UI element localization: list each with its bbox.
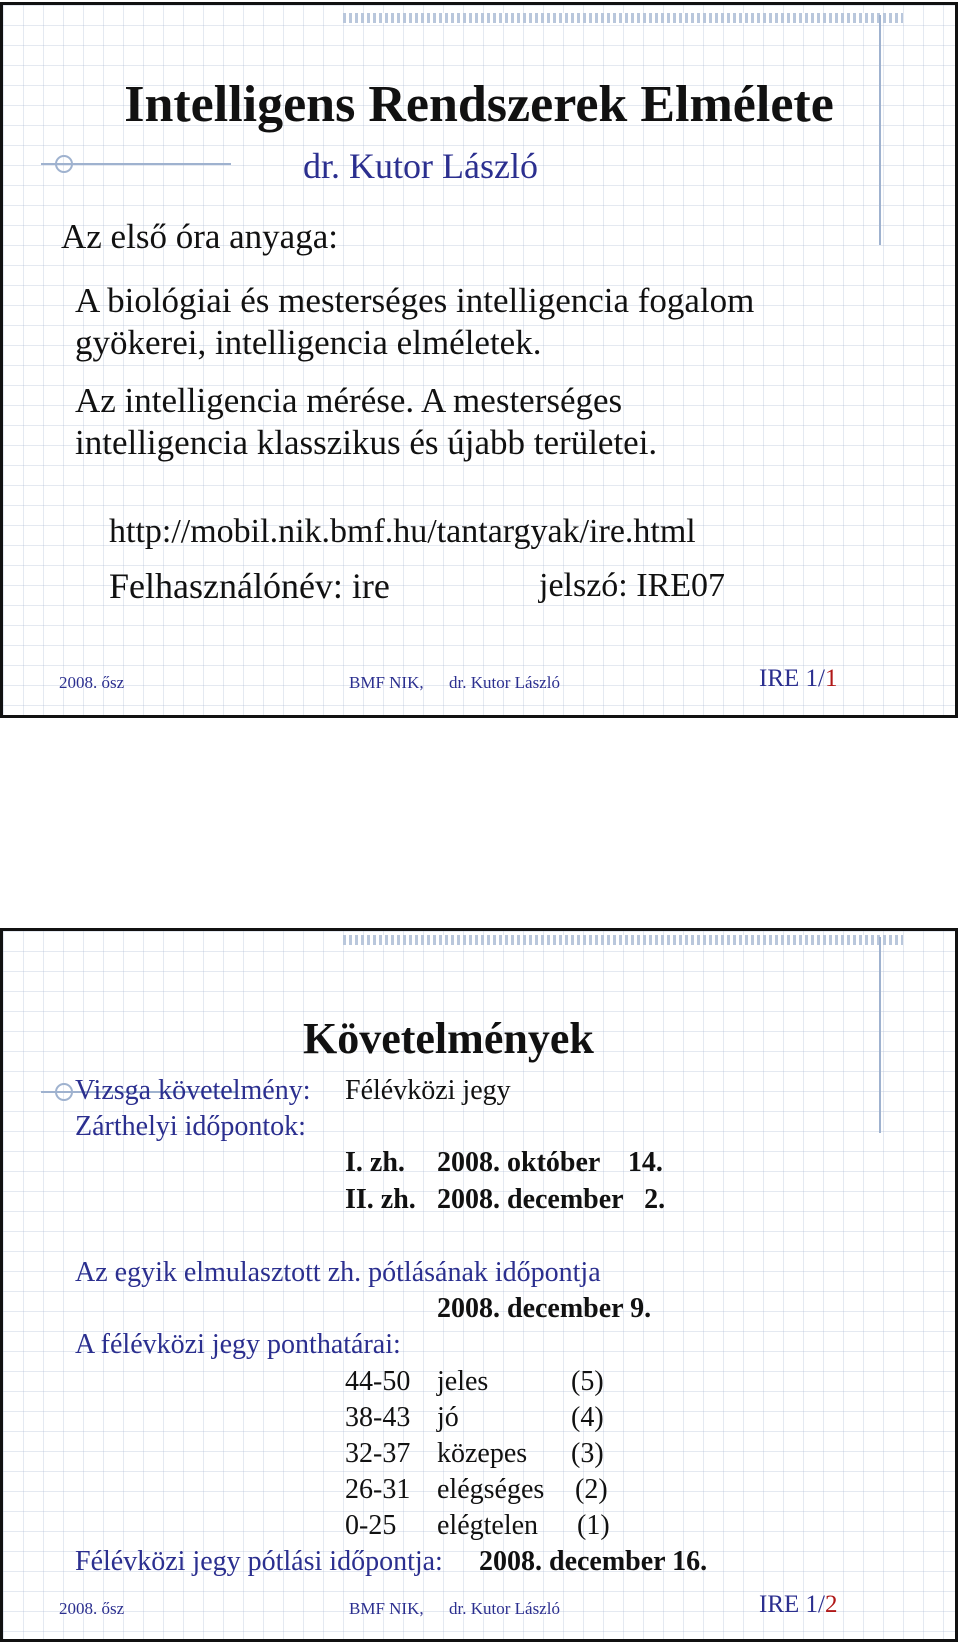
paragraph-2-line-2: intelligencia klasszikus és újabb területei.	[75, 423, 658, 462]
page-prefix: IRE 1/	[759, 665, 825, 692]
slide-title: Követelmények	[303, 1014, 594, 1063]
decor-band	[343, 13, 903, 23]
page-number	[759, 1591, 837, 1619]
password-label: jelszó: IRE07	[539, 567, 726, 604]
footer-org: BMF NIK,	[349, 673, 424, 692]
page-number	[759, 665, 837, 693]
retake-label: Félévközi jegy pótlási időpontja:	[75, 1546, 443, 1577]
grade-range: 32-37	[345, 1438, 411, 1469]
username-label: Felhasználónév: ire	[109, 566, 390, 606]
retake-date: 2008. december 16.	[479, 1546, 708, 1577]
grade-mark: (1)	[577, 1510, 610, 1541]
subheading: Az első óra anyaga:	[61, 217, 338, 256]
footer-date: 2008. ősz	[59, 673, 125, 692]
thresholds-label: A félévközi jegy ponthatárai:	[75, 1329, 401, 1360]
test-1-date: 2008. október 14.	[437, 1147, 663, 1178]
grade-name: jó	[437, 1402, 459, 1433]
makeup-label: Az egyik elmulasztott zh. pótlásának időpontja	[75, 1257, 601, 1288]
slide-2	[0, 928, 958, 1642]
grade-range: 26-31	[345, 1474, 411, 1505]
page-prefix: IRE 1/	[759, 1591, 825, 1618]
paragraph-1-line-2: gyökerei, intelligencia elméletek.	[75, 323, 542, 362]
test-1-name: I. zh.	[345, 1147, 405, 1178]
slide-title: Intelligens Rendszerek Elmélete	[124, 76, 834, 133]
decor-band	[343, 935, 903, 945]
author-name: dr. Kutor László	[303, 146, 538, 186]
page-num: 1	[824, 665, 838, 692]
grade-mark: (3)	[571, 1438, 604, 1469]
footer-org: BMF NIK,	[349, 1599, 424, 1618]
exam-value: Félévközi jegy	[345, 1075, 511, 1106]
tests-label: Zárthelyi időpontok:	[75, 1111, 306, 1142]
grade-mark: (5)	[571, 1366, 604, 1397]
grade-name: közepes	[437, 1438, 528, 1469]
footer-date: 2008. ősz	[59, 1599, 125, 1618]
grade-range: 38-43	[345, 1402, 411, 1433]
footer-author: dr. Kutor László	[449, 673, 560, 692]
footer-author: dr. Kutor László	[449, 1599, 560, 1618]
grade-range: 0-25	[345, 1510, 397, 1541]
makeup-date: 2008. december 9.	[437, 1293, 652, 1324]
decor-circle	[55, 1083, 73, 1101]
test-2-name: II. zh.	[345, 1184, 416, 1215]
grade-name: jeles	[437, 1366, 489, 1397]
grade-mark: (2)	[575, 1474, 608, 1505]
test-2-date: 2008. december 2.	[437, 1184, 666, 1215]
grade-name: elégséges	[437, 1474, 545, 1505]
course-url: http://mobil.nik.bmf.hu/tantargyak/ire.html	[109, 513, 696, 550]
decor-vertical-line	[879, 937, 881, 1133]
page-num: 2	[824, 1591, 838, 1618]
grade-range: 44-50	[345, 1366, 411, 1397]
grade-mark: (4)	[571, 1402, 604, 1433]
exam-label: Vizsga követelmény:	[75, 1075, 311, 1106]
paragraph-2-line-1: Az intelligencia mérése. A mesterséges	[75, 381, 623, 420]
slide-1	[0, 2, 958, 718]
grade-name: elégtelen	[437, 1510, 539, 1541]
paragraph-1-line-1: A biológiai és mesterséges intelligencia fogalom	[75, 281, 755, 320]
decor-circle	[55, 155, 73, 173]
